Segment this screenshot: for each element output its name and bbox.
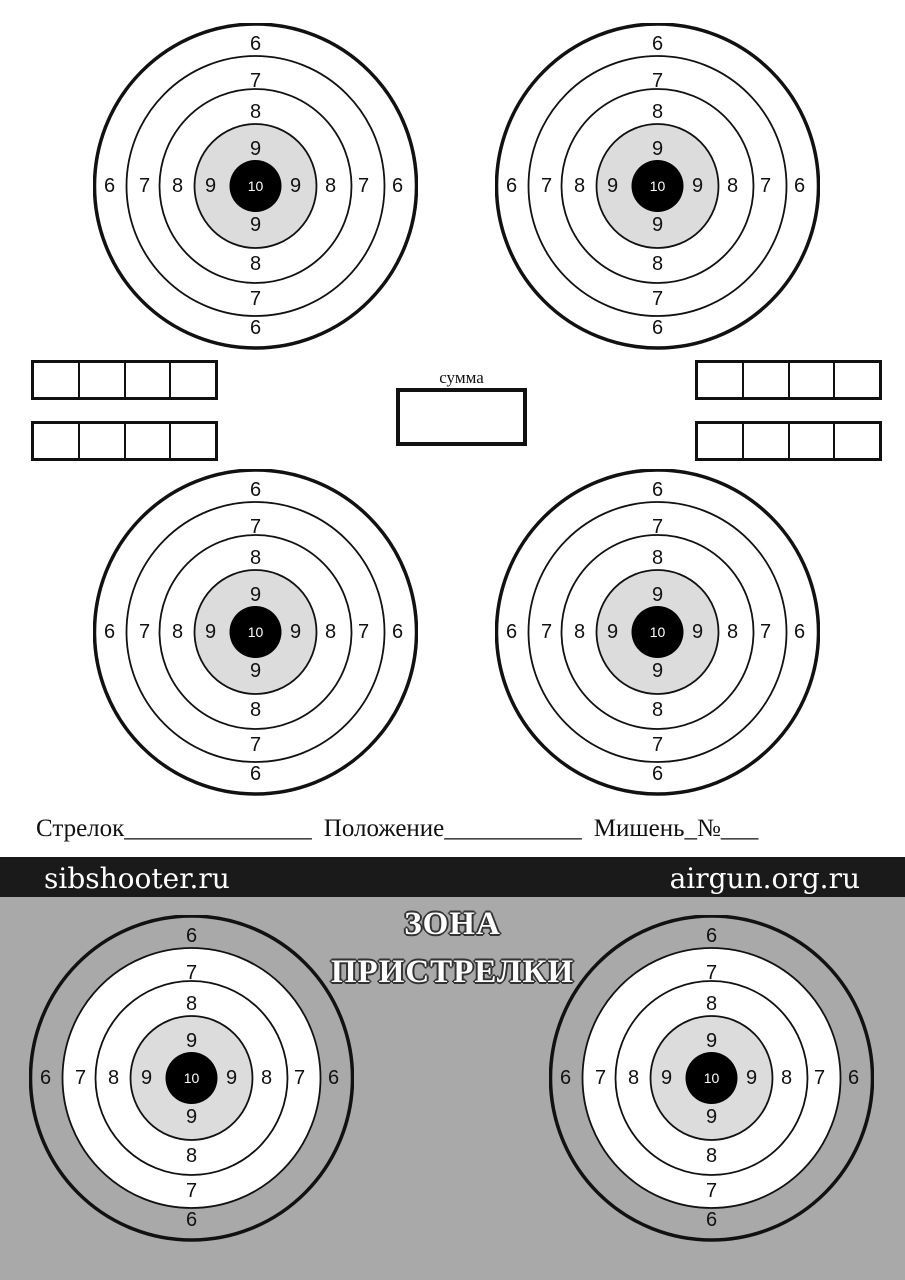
ring-label-10: 10 xyxy=(247,624,264,640)
ring-label-8: 8 xyxy=(573,621,586,643)
ring-label-6: 6 xyxy=(793,175,806,197)
ring-label-7: 7 xyxy=(357,175,370,197)
target-mid-left xyxy=(93,469,418,799)
position-field[interactable]: Положение___________ xyxy=(323,815,582,842)
score-cell[interactable] xyxy=(80,424,126,458)
shooter-field[interactable]: Стрелок_______________ xyxy=(36,815,312,842)
ring-label-6: 6 xyxy=(705,1209,718,1231)
ring-label-6: 6 xyxy=(249,317,262,339)
ring-label-7: 7 xyxy=(74,1067,87,1089)
score-boxes-left-2[interactable] xyxy=(31,421,218,461)
score-cell[interactable] xyxy=(171,363,215,397)
ring-label-8: 8 xyxy=(171,175,184,197)
ring-label-8: 8 xyxy=(249,101,262,123)
ring-label-10: 10 xyxy=(247,178,264,194)
ring-label-6: 6 xyxy=(249,479,262,501)
ring-label-8: 8 xyxy=(185,1145,198,1167)
ring-label-7: 7 xyxy=(651,70,664,92)
score-boxes-left-1[interactable] xyxy=(31,360,218,400)
zone-title-line1: ЗОНА xyxy=(404,906,501,942)
ring-label-7: 7 xyxy=(813,1067,826,1089)
ring-label-7: 7 xyxy=(293,1067,306,1089)
target-mid-right xyxy=(495,469,820,799)
ring-label-10: 10 xyxy=(649,178,666,194)
ring-label-8: 8 xyxy=(780,1067,793,1089)
target-top-left xyxy=(93,23,418,353)
target-top-right xyxy=(495,23,820,353)
score-cell[interactable] xyxy=(34,424,80,458)
score-cell[interactable] xyxy=(744,424,790,458)
ring-label-8: 8 xyxy=(726,175,739,197)
ring-label-9: 9 xyxy=(651,660,664,682)
ring-label-6: 6 xyxy=(185,925,198,947)
ring-label-9: 9 xyxy=(606,621,619,643)
ring-label-6: 6 xyxy=(391,175,404,197)
score-cell[interactable] xyxy=(790,424,836,458)
ring-label-7: 7 xyxy=(705,1180,718,1202)
ring-label-9: 9 xyxy=(606,175,619,197)
ring-label-8: 8 xyxy=(627,1067,640,1089)
ring-label-7: 7 xyxy=(540,621,553,643)
score-cell[interactable] xyxy=(171,424,215,458)
ring-label-7: 7 xyxy=(651,734,664,756)
sighting-target-right xyxy=(549,915,874,1245)
ring-label-10: 10 xyxy=(703,1070,720,1086)
ring-label-6: 6 xyxy=(249,763,262,785)
ring-label-9: 9 xyxy=(651,138,664,160)
ring-label-8: 8 xyxy=(185,993,198,1015)
ring-label-7: 7 xyxy=(357,621,370,643)
ring-label-6: 6 xyxy=(249,33,262,55)
ring-label-8: 8 xyxy=(249,253,262,275)
ring-label-8: 8 xyxy=(260,1067,273,1089)
ring-label-9: 9 xyxy=(204,175,217,197)
ring-label-8: 8 xyxy=(651,699,664,721)
ring-label-9: 9 xyxy=(745,1067,758,1089)
ring-label-7: 7 xyxy=(594,1067,607,1089)
ring-label-7: 7 xyxy=(138,175,151,197)
ring-label-8: 8 xyxy=(705,993,718,1015)
fields-line xyxy=(36,815,758,843)
sum-box[interactable] xyxy=(396,388,527,446)
ring-label-8: 8 xyxy=(107,1067,120,1089)
ring-label-6: 6 xyxy=(505,621,518,643)
zone-title-line2: ПРИСТРЕЛКИ xyxy=(330,954,575,990)
ring-label-9: 9 xyxy=(225,1067,238,1089)
ring-label-7: 7 xyxy=(249,516,262,538)
ring-label-9: 9 xyxy=(651,584,664,606)
ring-label-10: 10 xyxy=(649,624,666,640)
score-boxes-right-2[interactable] xyxy=(695,421,882,461)
ring-label-7: 7 xyxy=(759,175,772,197)
score-cell[interactable] xyxy=(835,363,879,397)
ring-label-8: 8 xyxy=(324,621,337,643)
ring-label-9: 9 xyxy=(140,1067,153,1089)
ring-label-7: 7 xyxy=(138,621,151,643)
ring-label-8: 8 xyxy=(249,699,262,721)
score-cell[interactable] xyxy=(126,424,172,458)
ring-label-6: 6 xyxy=(505,175,518,197)
ring-label-8: 8 xyxy=(171,621,184,643)
ring-label-7: 7 xyxy=(185,1180,198,1202)
target-number-field[interactable]: Мишень_№___ xyxy=(593,815,759,842)
ring-label-8: 8 xyxy=(651,253,664,275)
ring-label-8: 8 xyxy=(705,1145,718,1167)
site-left: sibshooter.ru xyxy=(44,862,230,895)
ring-label-7: 7 xyxy=(249,734,262,756)
ring-label-9: 9 xyxy=(660,1067,673,1089)
ring-label-6: 6 xyxy=(559,1067,572,1089)
score-cell[interactable] xyxy=(80,363,126,397)
ring-label-8: 8 xyxy=(249,547,262,569)
ring-label-9: 9 xyxy=(249,214,262,236)
ring-label-6: 6 xyxy=(705,925,718,947)
score-cell[interactable] xyxy=(744,363,790,397)
ring-label-8: 8 xyxy=(726,621,739,643)
score-cell[interactable] xyxy=(126,363,172,397)
sum-label: сумма xyxy=(439,368,484,387)
sighting-target-left xyxy=(29,915,354,1245)
ring-label-8: 8 xyxy=(651,547,664,569)
ring-label-6: 6 xyxy=(651,763,664,785)
score-cell[interactable] xyxy=(698,363,744,397)
ring-label-9: 9 xyxy=(691,621,704,643)
ring-label-9: 9 xyxy=(289,621,302,643)
ring-label-7: 7 xyxy=(185,962,198,984)
ring-label-7: 7 xyxy=(705,962,718,984)
ring-label-9: 9 xyxy=(185,1106,198,1128)
ring-label-6: 6 xyxy=(327,1067,340,1089)
ring-label-9: 9 xyxy=(705,1030,718,1052)
ring-label-9: 9 xyxy=(249,138,262,160)
score-cell[interactable] xyxy=(835,424,879,458)
ring-label-9: 9 xyxy=(249,584,262,606)
score-boxes-right-1[interactable] xyxy=(695,360,882,400)
ring-label-6: 6 xyxy=(103,621,116,643)
ring-label-7: 7 xyxy=(249,70,262,92)
ring-label-8: 8 xyxy=(651,101,664,123)
ring-label-6: 6 xyxy=(651,479,664,501)
ring-label-9: 9 xyxy=(705,1106,718,1128)
ring-label-7: 7 xyxy=(759,621,772,643)
ring-label-6: 6 xyxy=(793,621,806,643)
ring-label-9: 9 xyxy=(185,1030,198,1052)
ring-label-9: 9 xyxy=(249,660,262,682)
ring-label-7: 7 xyxy=(651,516,664,538)
ring-label-10: 10 xyxy=(183,1070,200,1086)
ring-label-6: 6 xyxy=(185,1209,198,1231)
ring-label-6: 6 xyxy=(651,317,664,339)
ring-label-6: 6 xyxy=(39,1067,52,1089)
score-cell[interactable] xyxy=(790,363,836,397)
ring-label-7: 7 xyxy=(540,175,553,197)
ring-label-7: 7 xyxy=(651,288,664,310)
ring-label-6: 6 xyxy=(391,621,404,643)
ring-label-8: 8 xyxy=(324,175,337,197)
score-cell[interactable] xyxy=(34,363,80,397)
ring-label-6: 6 xyxy=(651,33,664,55)
site-right: airgun.org.ru xyxy=(669,862,860,895)
ring-label-9: 9 xyxy=(691,175,704,197)
ring-label-8: 8 xyxy=(573,175,586,197)
ring-label-6: 6 xyxy=(103,175,116,197)
ring-label-9: 9 xyxy=(651,214,664,236)
score-cell[interactable] xyxy=(698,424,744,458)
ring-label-9: 9 xyxy=(204,621,217,643)
ring-label-9: 9 xyxy=(289,175,302,197)
ring-label-6: 6 xyxy=(847,1067,860,1089)
ring-label-7: 7 xyxy=(249,288,262,310)
